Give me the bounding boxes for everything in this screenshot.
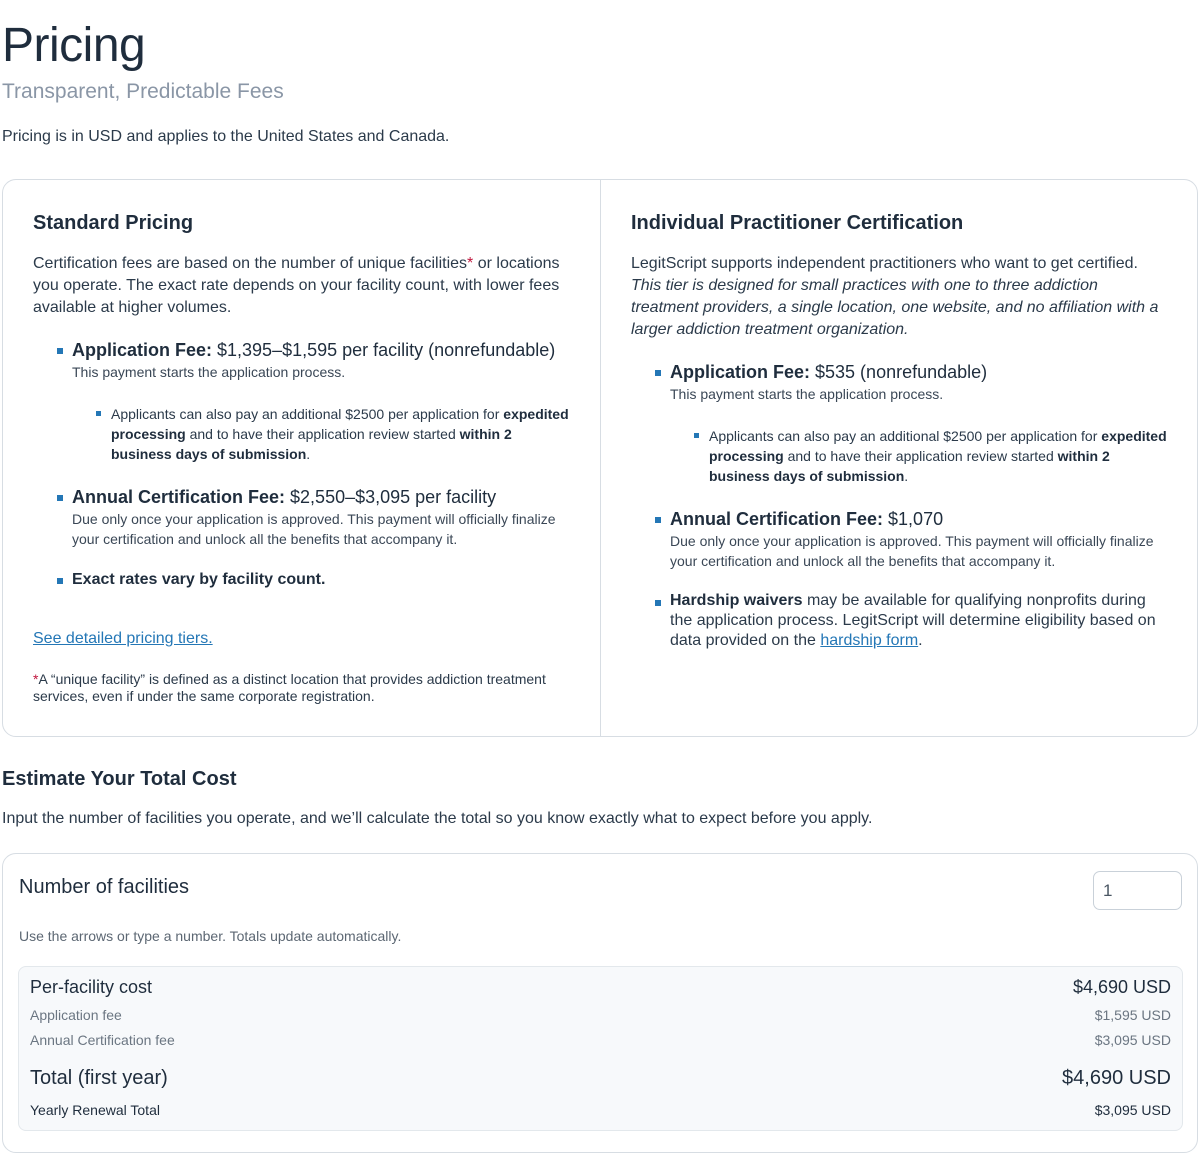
page-subtitle: Transparent, Predictable Fees (2, 80, 284, 103)
page-title: Pricing (2, 19, 146, 72)
facilities-input[interactable] (1093, 871, 1182, 910)
individual-annual-fee: Annual Certification Fee: $1,070 Due only once your application is approved. This payment will officially finalize your certification and unlock all the benefits that accompany it. (655, 508, 1167, 571)
standard-pricing-card (3, 180, 600, 736)
unique-facility-footnote: *A “unique facility” is defined as a distinct location that provides addiction treatment services, even if under the same corporate registration. (33, 671, 546, 704)
individual-practitioner-card (600, 180, 1197, 736)
expedite-list (694, 426, 1167, 486)
hardship-waiver-note: Hardship waivers may be available for qualifying nonprofits during the application process. LegitScript will determine eligibility based on data provided on the hardship form. (655, 591, 1167, 651)
application-fee-note: This payment starts the application process. (72, 364, 346, 380)
annual-fee-note: Due only once your application is approved. This payment will officially finalize your certification and unlock all the benefits that accompany it. (72, 511, 556, 547)
total-first-year-row: Total (first year) $4,690 USD (30, 1067, 1171, 1089)
pricing-cards (2, 179, 1198, 737)
standard-annual-fee: Annual Certification Fee: $2,550–$3,095 per facility Due only once your application is approved. This payment will officially finalize your certification and unlock all the benefits that accompany it. (57, 486, 570, 549)
rates-note: Exact rates vary by facility count. (57, 569, 570, 591)
expedite-list (96, 404, 570, 464)
estimate-title: Estimate Your Total Cost (2, 768, 237, 790)
cost-summary (18, 966, 1183, 1131)
application-fee-note: This payment starts the application process. (670, 386, 944, 402)
individual-application-fee: Application Fee: $535 (nonrefundable) This payment starts the application process. Applicants can also pay an additional $2500 per application for expedited processing and to have their application review started within 2 business days of submission. (655, 361, 1167, 486)
standard-fee-list (33, 339, 570, 591)
standard-pricing-description: Certification fees are based on the number of unique facilities* or locations you operate. The exact rate depends on your facility count, with lower fees available at higher volumes. (33, 255, 560, 316)
individual-practitioner-title: Individual Practitioner Certification (631, 212, 964, 234)
pricing-tiers-link[interactable]: See detailed pricing tiers. (33, 630, 213, 647)
yearly-renewal-row: Yearly Renewal Total $3,095 USD (30, 1102, 1171, 1118)
annual-fee-row: Annual Certification fee $3,095 USD (30, 1032, 1171, 1048)
required-asterisk: * (467, 255, 474, 272)
per-facility-row: Per-facility cost $4,690 USD (30, 977, 1171, 997)
application-fee-row: Application fee $1,595 USD (30, 1007, 1171, 1023)
facilities-label: Number of facilities (19, 876, 190, 898)
estimate-description: Input the number of facilities you operate, and we’ll calculate the total so you know exactly what to expect before you apply. (2, 810, 873, 827)
annual-fee-note: Due only once your application is approved. This payment will officially finalize your certification and unlock all the benefits that accompany it. (670, 533, 1154, 569)
standard-pricing-title: Standard Pricing (33, 212, 194, 234)
expedite-note: Applicants can also pay an additional $2500 per application for expedited processing and to have their application review started within 2 business days of submission. (694, 426, 1167, 486)
hardship-form-link[interactable]: hardship form (820, 632, 919, 649)
individual-practitioner-description: LegitScript supports independent practitioners who want to get certified. This tier is designed for small practices with one to three addiction treatment providers, a single location, one website, and no affiliation with a larger addiction treatment organization. (631, 255, 1159, 338)
cost-calculator (2, 853, 1198, 1153)
pricing-intro: Pricing is in USD and applies to the United States and Canada. (2, 128, 450, 145)
individual-fee-list (631, 361, 1167, 651)
standard-application-fee: Application Fee: $1,395–$1,595 per facility (nonrefundable) This payment starts the application process. Applicants can also pay an additional $2500 per application for expedited processing and to have their application review started within 2 business days of submission. (57, 339, 570, 464)
expedite-note: Applicants can also pay an additional $2500 per application for expedited processing and to have their application review started within 2 business days of submission. (96, 404, 570, 464)
calculator-help-text: Use the arrows or type a number. Totals update automatically. (19, 928, 402, 944)
